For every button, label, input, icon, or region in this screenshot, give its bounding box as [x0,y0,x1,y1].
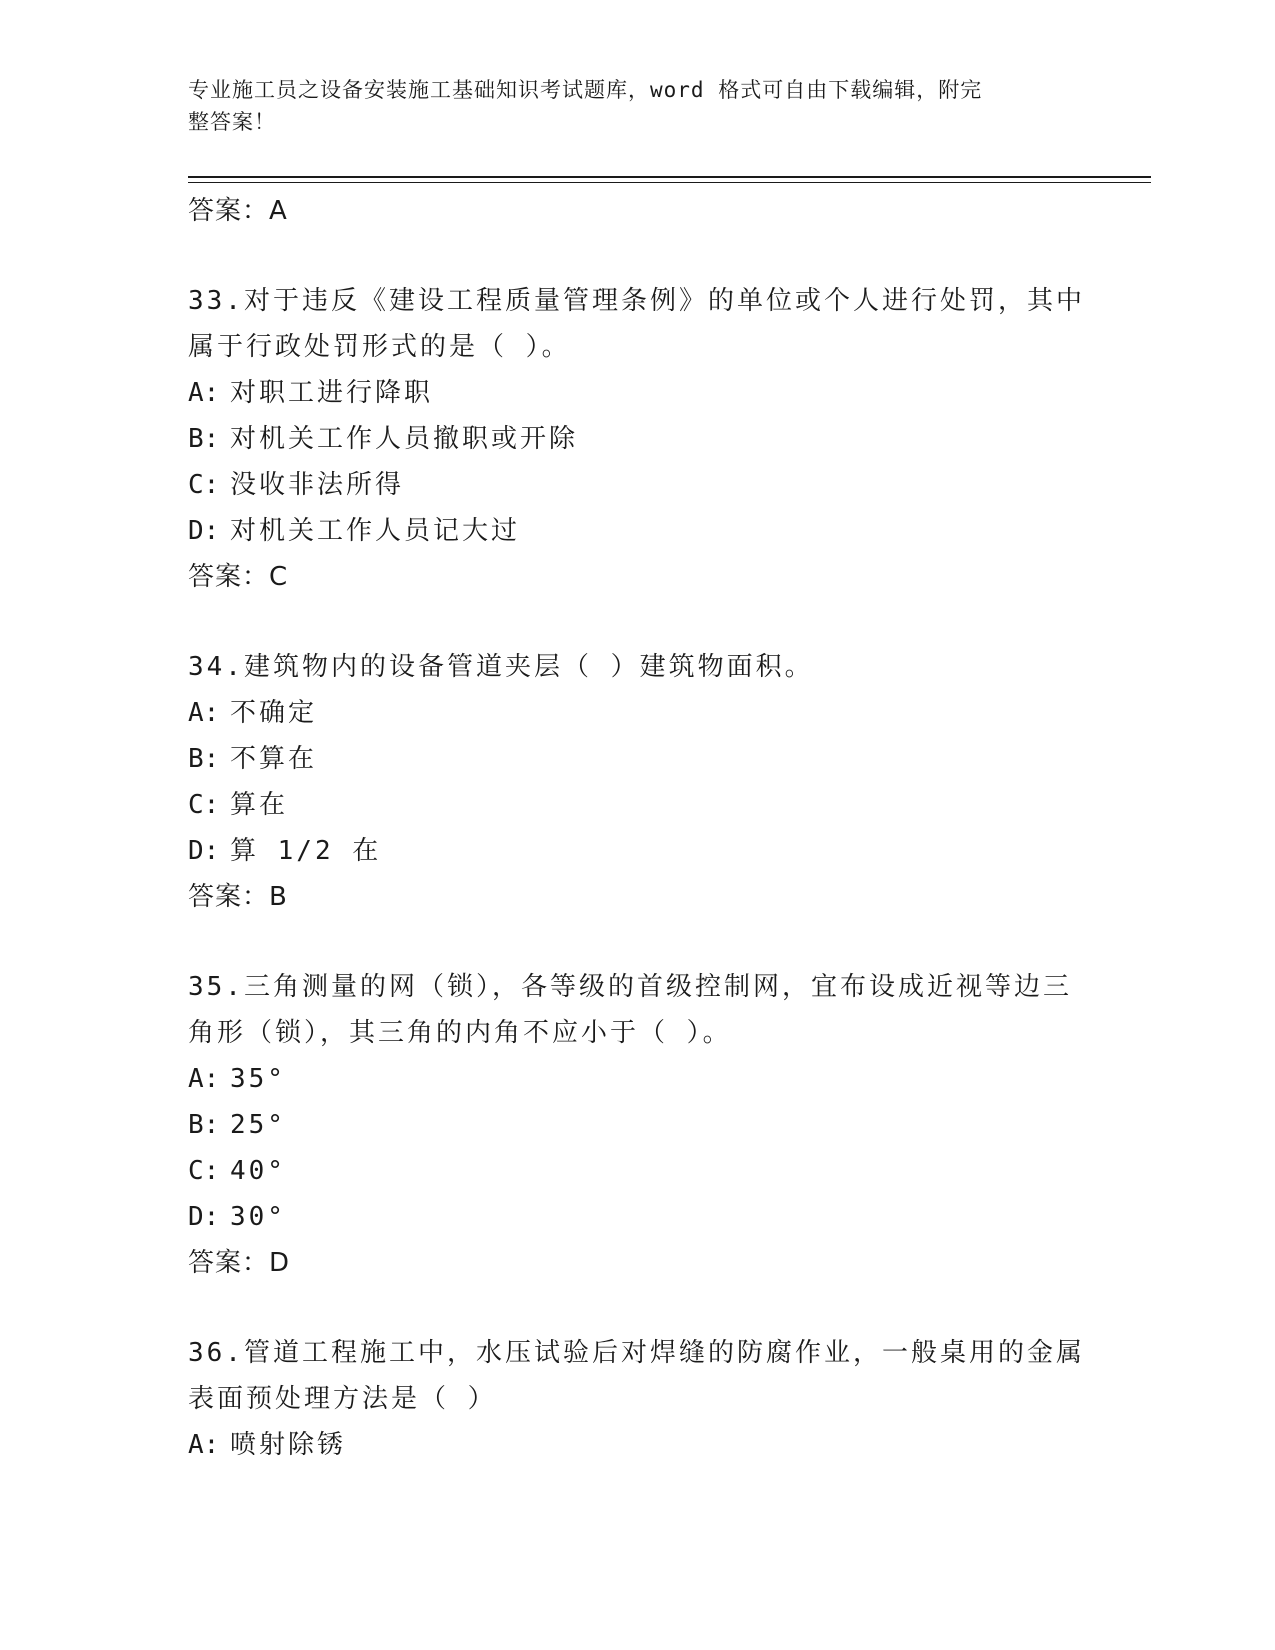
question-35-stem-line-1: 35.三角测量的网（锁），各等级的首级控制网，宜布设成近视等边三 [188,972,1072,1002]
option-text: 算在 [230,790,289,820]
question-35-stem-line-2: 角形（锁），其三角的内角不应小于（ ）。 [188,1018,732,1048]
header-line-2: 整答案！ [188,110,276,134]
question-33-stem-line-1: 33.对于违反《建设工程质量管理条例》的单位或个人进行处罚，其中 [188,286,1085,316]
previous-answer: 答案：A [188,196,288,226]
option-label: C: [188,790,220,820]
option-label: A: [188,1064,220,1094]
option-text: 没收非法所得 [230,470,405,500]
header-divider-thin [188,182,1151,183]
option-label: D: [188,836,220,866]
option-text: 不确定 [230,698,318,728]
question-33-option-c [188,462,1088,508]
question-33-option-a [188,370,1088,416]
question-list [188,188,1088,1468]
question-34-answer: 答案：B [188,882,288,912]
question-35-option-b [188,1102,1088,1148]
spacer [188,600,1088,644]
question-35-option-c [188,1148,1088,1194]
option-label: B: [188,424,220,454]
spacer [188,1286,1088,1330]
option-text: 30° [230,1202,286,1232]
option-text: 40° [230,1156,286,1186]
option-label: A: [188,698,220,728]
option-label: A: [188,1430,220,1460]
option-label: C: [188,470,220,500]
question-33-option-d [188,508,1088,554]
question-34-option-a [188,690,1088,736]
question-36-stem-line-2: 表面预处理方法是（ ） [188,1384,497,1414]
option-text: 不算在 [230,744,318,774]
option-text: 算 1/2 在 [230,836,382,866]
option-label: D: [188,516,220,546]
question-34 [188,644,1088,920]
option-text: 喷射除锈 [230,1430,347,1460]
question-33 [188,278,1088,600]
question-34-option-c [188,782,1088,828]
question-33-option-b [188,416,1088,462]
question-33-stem-line-2: 属于行政处罚形式的是（ ）。 [188,332,571,362]
question-33-answer: 答案：C [188,562,289,592]
option-text: 对职工进行降职 [230,378,434,408]
header-line-1: 专业施工员之设备安装施工基础知识考试题库，word 格式可自由下载编辑，附完 [188,78,983,102]
option-text: 35° [230,1064,286,1094]
question-34-option-b [188,736,1088,782]
option-label: B: [188,744,220,774]
spacer [188,920,1088,964]
option-label: D: [188,1202,220,1232]
question-35-option-d [188,1194,1088,1240]
question-35-answer: 答案：D [188,1248,291,1278]
question-34-stem-line-1: 34.建筑物内的设备管道夹层（ ）建筑物面积。 [188,652,814,682]
option-label: C: [188,1156,220,1186]
option-text: 25° [230,1110,286,1140]
option-label: B: [188,1110,220,1140]
option-label: A: [188,378,220,408]
question-36 [188,1330,1088,1468]
question-35 [188,964,1088,1286]
option-text: 对机关工作人员撤职或开除 [230,424,579,454]
document-header [188,74,1068,138]
option-text: 对机关工作人员记大过 [230,516,521,546]
question-36-stem-line-1: 36.管道工程施工中，水压试验后对焊缝的防腐作业，一般桌用的金属 [188,1338,1085,1368]
question-34-option-d [188,828,1088,874]
spacer [188,234,1088,278]
question-35-option-a [188,1056,1088,1102]
question-36-option-a [188,1422,1088,1468]
header-divider-thick [188,176,1151,178]
